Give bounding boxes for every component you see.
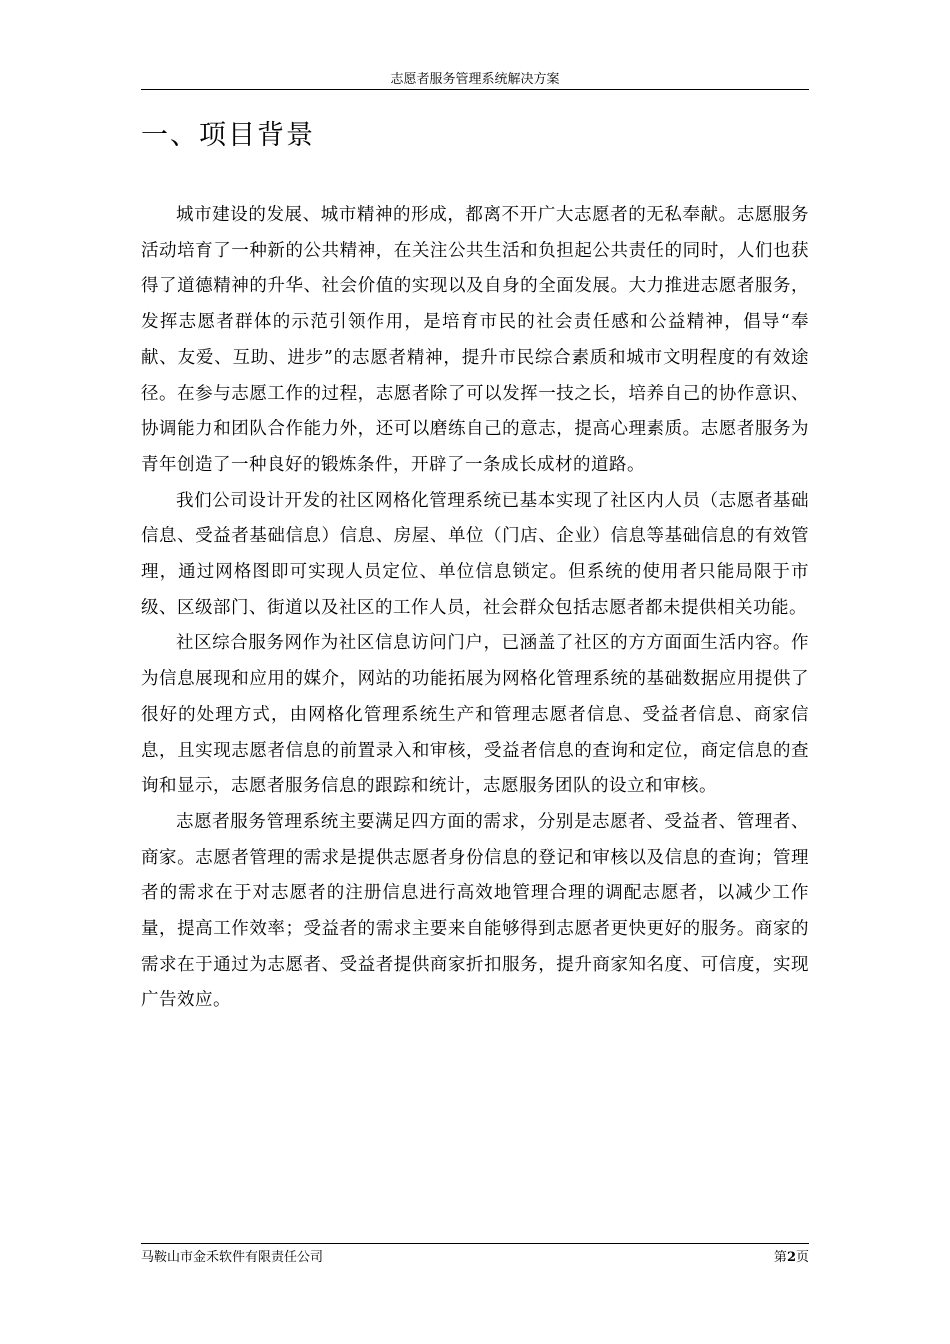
running-header-title: 志愿者服务管理系统解决方案 <box>390 72 560 87</box>
paragraph-2: 我们公司设计开发的社区网格化管理系统已基本实现了社区内人员（志愿者基础信息、受益者基础信息）信息、房屋、单位（门店、企业）信息等基础信息的有效管理，通过网格图即可实现人员定位、单位信息锁定。但系统的使用者只能局限于市级、区级部门、街道以及社区的工作人员，社会群众包括志愿者都未提供相关功能。 <box>141 490 809 618</box>
page-number: 2 <box>786 1250 796 1265</box>
footer-divider <box>141 1243 809 1244</box>
footer-company-name: 马鞍山市金禾软件有限责任公司 <box>141 1250 324 1265</box>
page-prefix: 第 <box>773 1250 787 1265</box>
paragraph-4: 志愿者服务管理系统主要满足四方面的需求，分别是志愿者、受益者、管理者、商家。志愿者管理的需求是提供志愿者身份信息的登记和审核以及信息的查询；管理者的需求在于对志愿者的注册信息进行高效地管理合理的调配志愿者，以减少工作量，提高工作效率；受益者的需求主要来自能够得到志愿者更快更好的服务。商家的需求在于通过为志愿者、受益者提供商家折扣服务，提升商家知名度、可信度，实现广告效应。 <box>141 811 809 1011</box>
paragraph-3: 社区综合服务网作为社区信息访问门户，已涵盖了社区的方方面面生活内容。作为信息展现和应用的媒介，网站的功能拓展为网格化管理系统的基础数据应用提供了很好的处理方式，由网格化管理系统生产和管理志愿者信息、受益者信息、商家信息，且实现志愿者信息的前置录入和审核，受益者信息的查询和定位，商定信息的查询和显示，志愿者服务信息的跟踪和统计，志愿服务团队的设立和审核。 <box>141 633 809 797</box>
paragraph-1: 城市建设的发展、城市精神的形成，都离不开广大志愿者的无私奉献。志愿服务活动培育了一种新的公共精神，在关注公共生活和负担起公共责任的同时，人们也获得了道德精神的升华、社会价值的实现以及自身的全面发展。大力推进志愿者服务，发挥志愿者群体的示范引领作用，是培育市民的社会责任感和公益精神，倡导“奉献、友爱、互助、进步”的志愿者精神，提升市民综合素质和城市文明程度的有效途径。在参与志愿工作的过程，志愿者除了可以发挥一技之长，培养自己的协作意识、协调能力和团队合作能力外，还可以磨练自己的意志，提高心理素质。志愿者服务为青年创造了一种良好的锻炼条件，开辟了一条成长成材的道路。 <box>141 205 809 475</box>
footer-page-number <box>774 1249 809 1267</box>
body-text <box>141 198 809 1019</box>
page-suffix: 页 <box>795 1250 809 1265</box>
header-divider <box>141 89 809 90</box>
section-heading: 一、项目背景 <box>141 120 315 151</box>
